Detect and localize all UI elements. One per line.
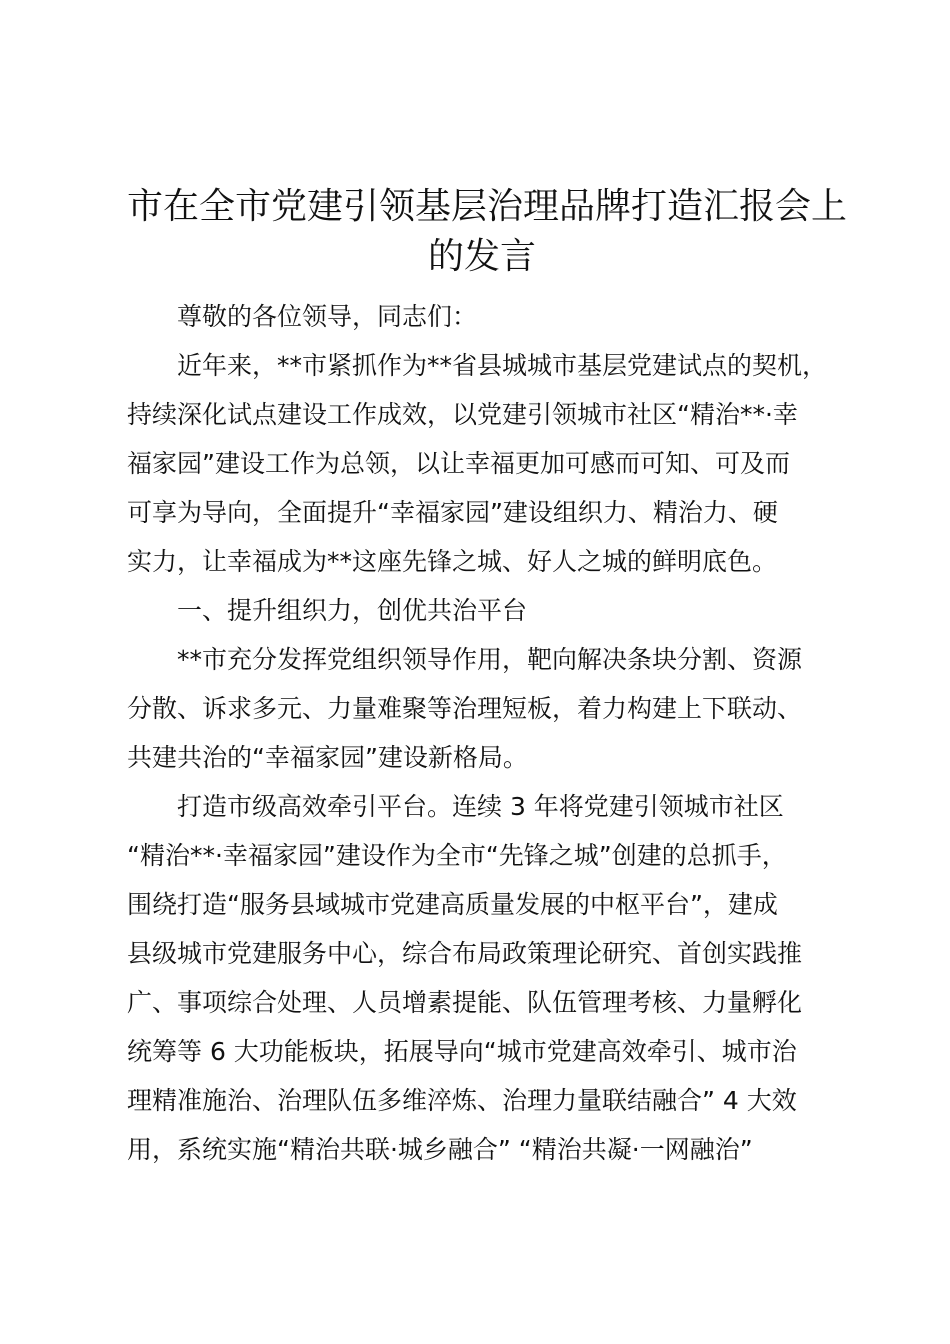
paragraph-line: 福家园”建设工作为总领，以让幸福更加可感而可知、可及而 (127, 449, 790, 478)
paragraph-section-intro (127, 635, 837, 782)
title-line-2: 的发言 (427, 236, 536, 277)
document-body (127, 292, 837, 1174)
paragraph-line: 可享为导向，全面提升“幸福家园”建设组织力、精治力、硬 (127, 498, 778, 527)
paragraph-line: 围绕打造“服务县域城市党建高质量发展的中枢平台”，建成 (127, 890, 778, 919)
paragraph-platform (127, 782, 837, 1174)
paragraph-line: 用，系统实施“精治共联·城乡融合” “精治共凝·一网融治” (127, 1135, 753, 1164)
paragraph-line: 近年来，**市紧抓作为**省县城城市基层党建试点的契机， (177, 351, 828, 380)
section-heading (127, 586, 837, 635)
paragraph-line: 打造市级高效牵引平台。连续 3 年将党建引领城市社区 (177, 792, 784, 821)
paragraph-line: 统筹等 6 大功能板块，拓展导向“城市党建高效牵引、城市治 (127, 1037, 797, 1066)
paragraph-line: “精治**·幸福家园”建设作为全市“先锋之城”创建的总抓手， (127, 841, 787, 870)
paragraph-line: 共建共治的“幸福家园”建设新格局。 (127, 743, 528, 772)
paragraph-line: 持续深化试点建设工作成效，以党建引领城市社区“精治**·幸 (127, 400, 798, 429)
paragraph-line: 县级城市党建服务中心，综合布局政策理论研究、首创实践推 (127, 939, 803, 968)
document-title (127, 182, 848, 282)
paragraph-intro (127, 341, 837, 586)
title-line-1: 市在全市党建引领基层治理品牌打造汇报会上 (127, 186, 848, 227)
paragraph-line: 广、事项综合处理、人员增素提能、队伍管理考核、力量孵化 (127, 988, 803, 1017)
paragraph-line: 实力，让幸福成为**这座先锋之城、好人之城的鲜明底色。 (127, 547, 778, 576)
paragraph-line: 分散、诉求多元、力量难聚等治理短板，着力构建上下联动、 (127, 694, 803, 723)
paragraph-line: 理精准施治、治理队伍多维淬炼、治理力量联结融合” 4 大效 (127, 1086, 797, 1115)
section-heading-text: 一、提升组织力，创优共治平台 (177, 596, 528, 625)
salutation-text: 尊敬的各位领导，同志们： (177, 302, 478, 331)
document-page (127, 182, 848, 1174)
salutation (127, 292, 837, 341)
paragraph-line: **市充分发挥党组织领导作用，靶向解决条块分割、资源 (177, 645, 803, 674)
